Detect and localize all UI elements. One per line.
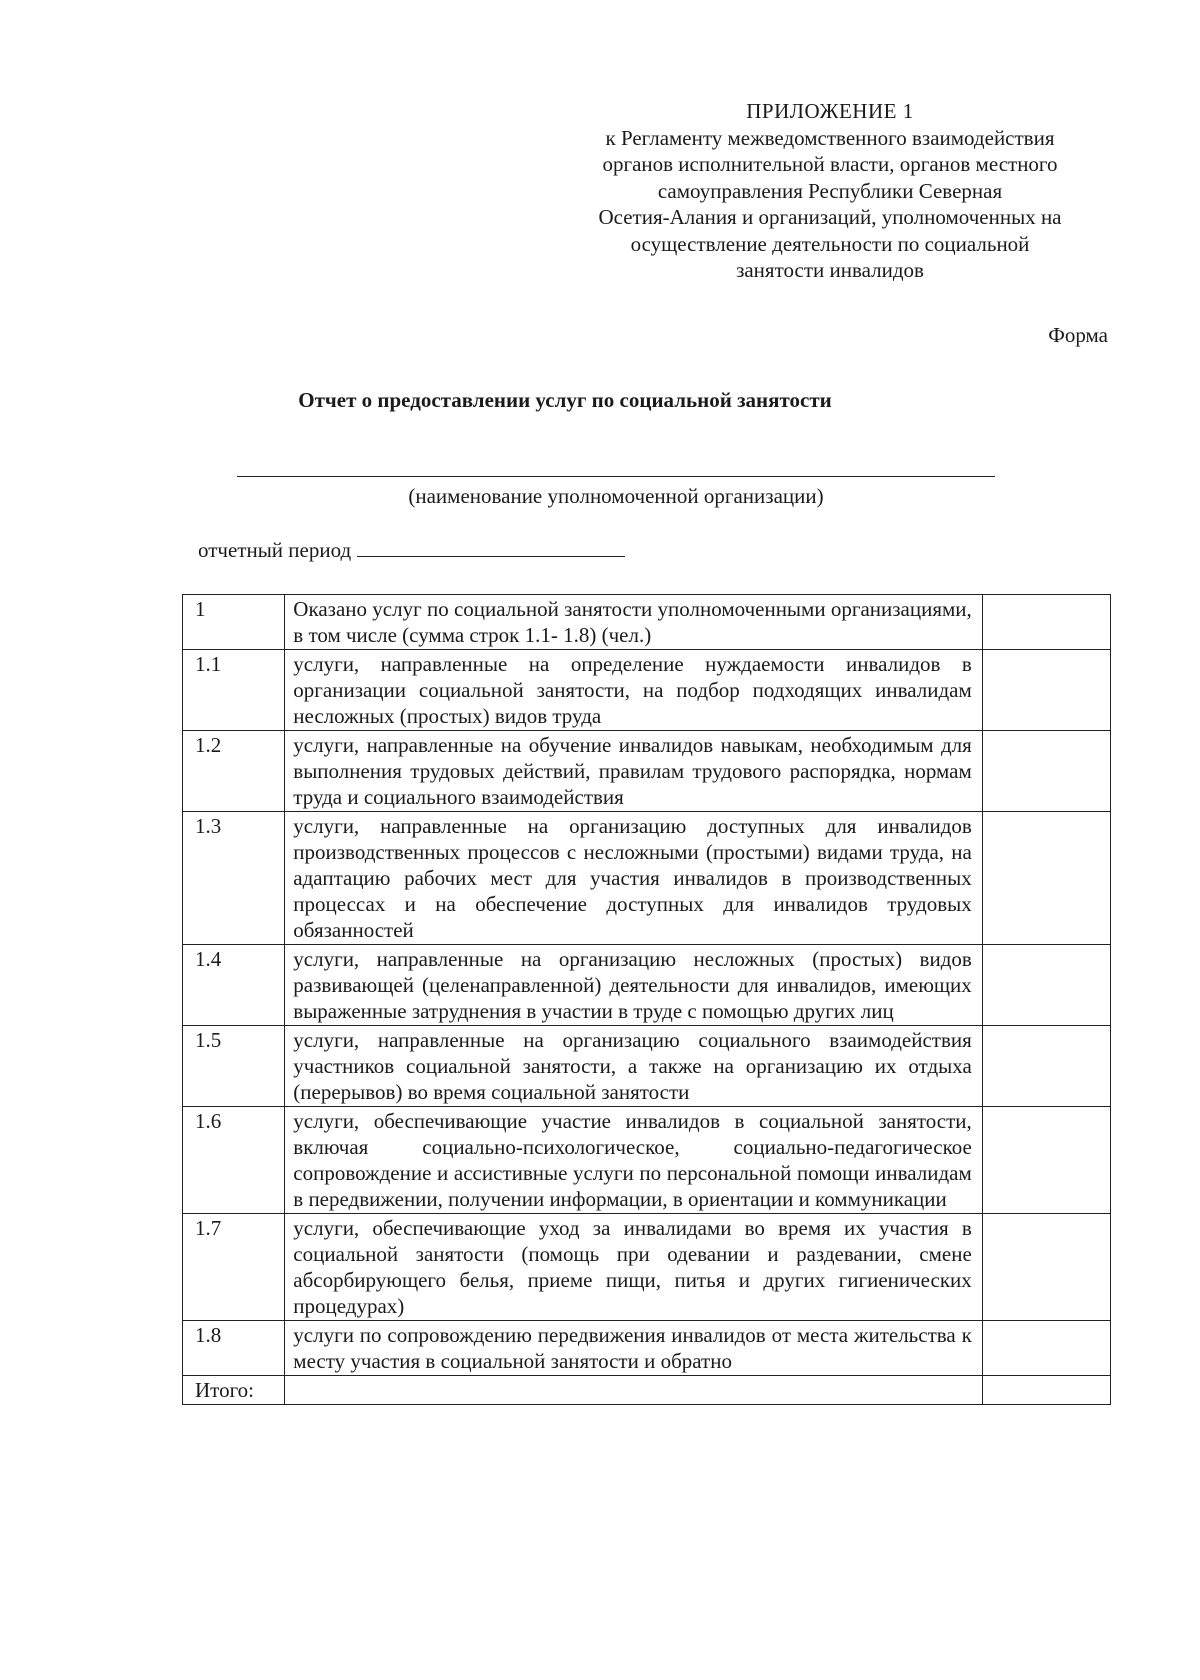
appendix-line: занятости инвалидов (736, 258, 924, 282)
row-description: услуги, направленные на определение нуждаемости инвалидов в организации социальной занятости, на подбор подходящих инвалидам несложных (простых) видов труда (285, 650, 983, 731)
appendix-block (540, 98, 1120, 284)
row-number: 1.8 (183, 1321, 285, 1376)
row-description: услуги по сопровождению передвижения инвалидов от места жительства к месту участия в социальной занятости и обратно (285, 1321, 983, 1376)
report-table (182, 594, 1111, 1405)
row-value-cell[interactable] (982, 945, 1110, 1026)
row-value-cell[interactable] (982, 1321, 1110, 1376)
total-row (183, 1376, 1111, 1405)
table-row (183, 1107, 1111, 1214)
report-title: Отчет о предоставлении услуг по социальной занятости (298, 388, 832, 412)
appendix-line: к Регламенту межведомственного взаимодействия (605, 125, 1055, 150)
table-row (183, 945, 1111, 1026)
row-value-cell[interactable] (982, 650, 1110, 731)
appendix-line: органов исполнительной власти, органов местного (602, 152, 1058, 176)
form-label: Форма (1048, 323, 1108, 347)
row-description: услуги, направленные на обучение инвалидов навыкам, необходимым для выполнения трудовых действий, правилам трудового распорядка, нормам труда и социального взаимодействия (285, 731, 983, 812)
row-value-cell[interactable] (982, 1214, 1110, 1321)
row-number: 1.2 (183, 731, 285, 812)
row-number: 1.4 (183, 945, 285, 1026)
table-row (183, 812, 1111, 945)
appendix-line: осуществление деятельности по социальной (630, 231, 1030, 256)
row-description: услуги, обеспечивающие уход за инвалидами во время их участия в социальной занятости (помощь при одевании и раздевании, смене абсорбирующего белья, приеме пищи, питья и других гигиенических процедурах) (285, 1214, 983, 1321)
row-description: Оказано услуг по социальной занятости уполномоченными организациями, в том числе (сумма строк 1.1- 1.8) (чел.) (285, 595, 983, 650)
row-number: 1.6 (183, 1107, 285, 1214)
total-description-cell[interactable] (285, 1376, 983, 1405)
row-number: 1.7 (183, 1214, 285, 1321)
row-description: услуги, направленные на организацию социального взаимодействия участников социальной занятости, а также на организацию их отдыха (перерывов) во время социальной занятости (285, 1026, 983, 1107)
row-number: 1.1 (183, 650, 285, 731)
table-row (183, 650, 1111, 731)
period-label: отчетный период (198, 538, 352, 562)
row-description: услуги, направленные на организацию доступных для инвалидов производственных процессов с несложными (простыми) видами труда, на адаптацию рабочих мест для участия инвалидов в производственных процессах и на обеспечение доступных для инвалидов трудовых обязанностей (285, 812, 983, 945)
row-value-cell[interactable] (982, 812, 1110, 945)
table-row (183, 1214, 1111, 1321)
organization-caption: (наименование уполномоченной организации) (408, 484, 824, 508)
table-row (183, 1026, 1111, 1107)
table-row (183, 595, 1111, 650)
row-number: 1.3 (183, 812, 285, 945)
appendix-line: самоуправления Республики Северная (657, 178, 1003, 203)
total-value-cell[interactable] (982, 1376, 1110, 1405)
table-row (183, 1321, 1111, 1376)
row-value-cell[interactable] (982, 1107, 1110, 1214)
appendix-title: ПРИЛОЖЕНИЕ 1 (746, 99, 914, 123)
row-number: 1 (183, 595, 285, 650)
row-value-cell[interactable] (982, 1026, 1110, 1107)
row-description: услуги, направленные на организацию несложных (простых) видов развивающей (целенаправленной) деятельности для инвалидов, имеющих выраженные затруднения в участии в труде с помощью других лиц (285, 945, 983, 1026)
organization-name-line[interactable] (237, 476, 995, 477)
row-number: 1.5 (183, 1026, 285, 1107)
row-description: услуги, обеспечивающие участие инвалидов в социальной занятости, включая социально-психологическое, социально-педагогическое сопровождение и ассистивные услуги по персональной помощи инвалидам в передвижении, получении информации, в ориентации и коммуникации (285, 1107, 983, 1214)
table-row (183, 731, 1111, 812)
reporting-period (198, 538, 625, 563)
total-label: Итого: (183, 1376, 285, 1405)
row-value-cell[interactable] (982, 731, 1110, 812)
appendix-line: Осетия-Алания и организаций, уполномоченных на (598, 205, 1062, 229)
row-value-cell[interactable] (982, 595, 1110, 650)
period-input-line[interactable] (357, 538, 625, 557)
